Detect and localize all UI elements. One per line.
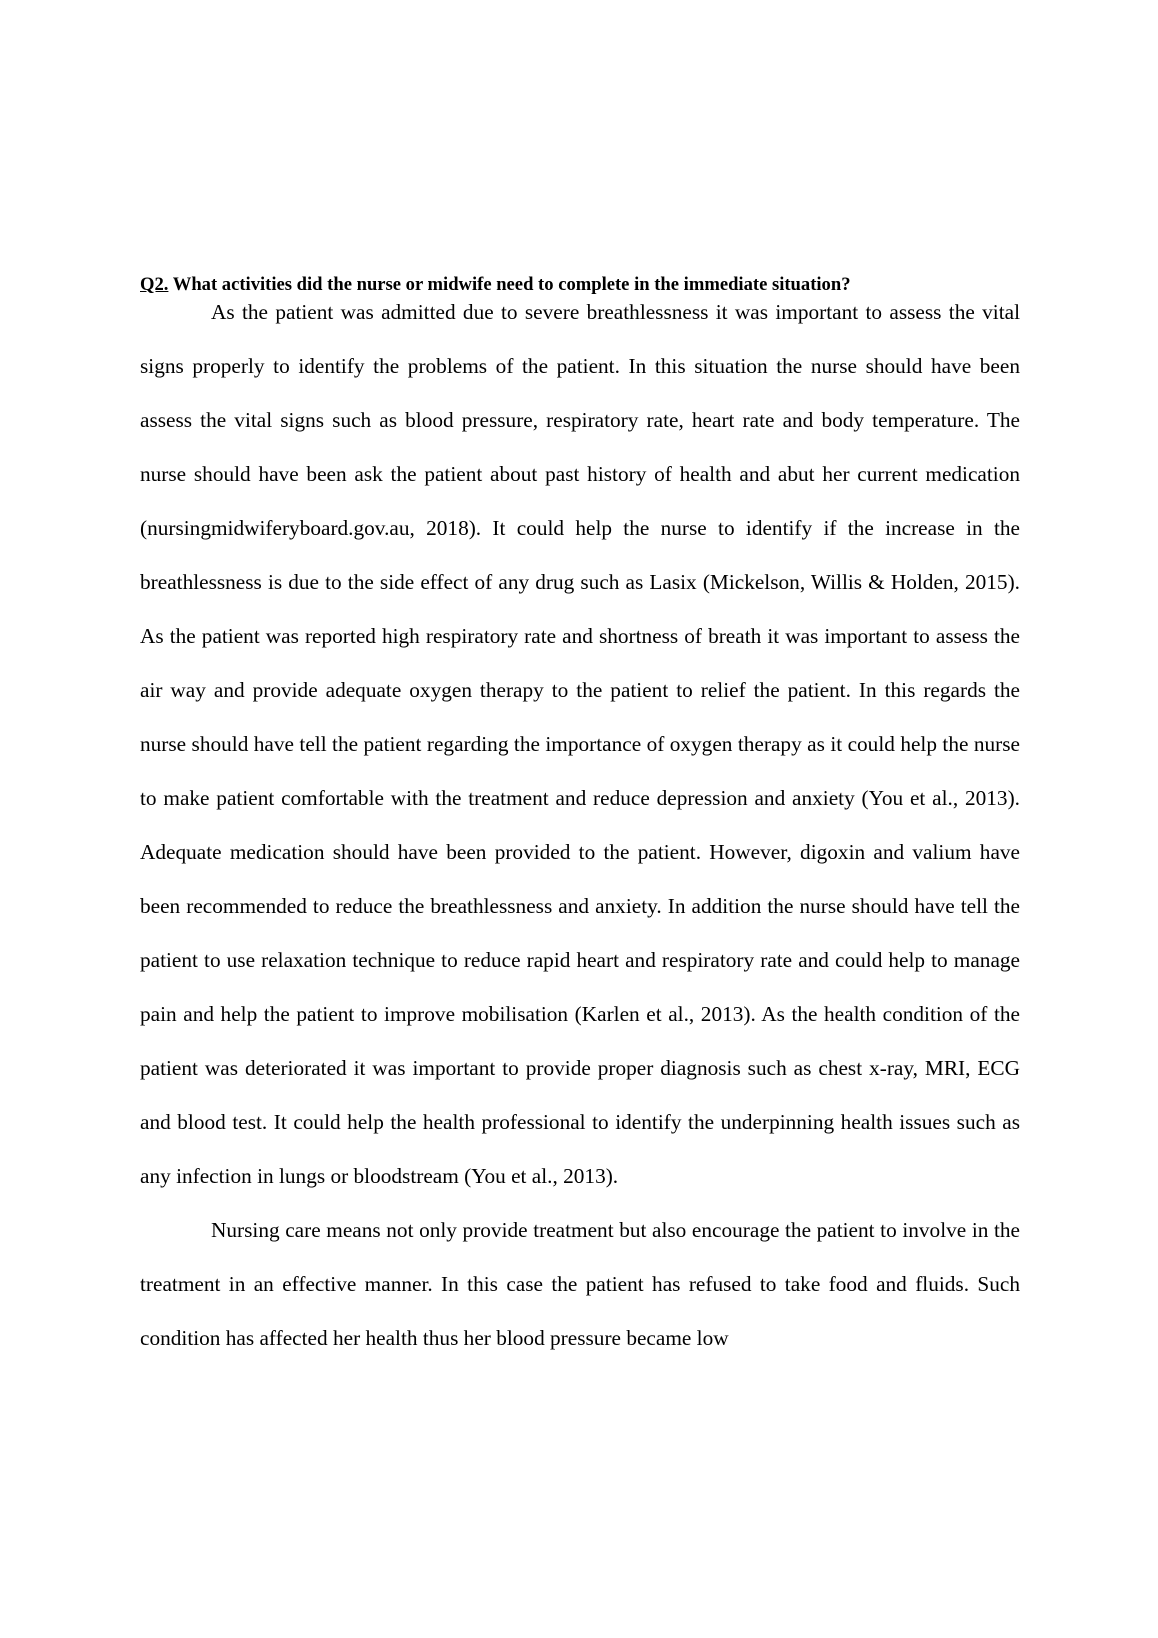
- question-text: What activities did the nurse or midwife need to complete in the immediate situation?: [168, 274, 851, 295]
- question-label: Q2.: [140, 274, 169, 295]
- document-body: [140, 274, 1020, 1365]
- paragraph-1: As the patient was admitted due to severe breathlessness it was important to assess the vital signs properly to identify the problems of the patient. In this situation the nurse should have been assess the vital signs such as blood pressure, respiratory rate, heart rate and body temperature. The nurse should have been ask the patient about past history of health and abut her current medication (nursingmidwiferyboard.gov.au, 2018). It could help the nurse to identify if the increase in the breathlessness is due to the side effect of any drug such as Lasix (Mickelson, Willis & Holden, 2015). As the patient was reported high respiratory rate and shortness of breath it was important to assess the air way and provide adequate oxygen therapy to the patient to relief the patient. In this regards the nurse should have tell the patient regarding the importance of oxygen therapy as it could help the nurse to make patient comfortable with the treatment and reduce depression and anxiety (You et al., 2013). Adequate medication should have been provided to the patient. However, digoxin and valium have been recommended to reduce the breathlessness and anxiety. In addition the nurse should have tell the patient to use relaxation technique to reduce rapid heart and respiratory rate and could help to manage pain and help the patient to improve mobilisation (Karlen et al., 2013). As the health condition of the patient was deteriorated it was important to provide proper diagnosis such as chest x-ray, MRI, ECG and blood test. It could help the health professional to identify the underpinning health issues such as any infection in lungs or bloodstream (You et al., 2013).: [140, 300, 1020, 1188]
- paragraph-2: Nursing care means not only provide treatment but also encourage the patient to involve in the treatment in an effective manner. In this case the patient has refused to take food and fluids. Such condition has affected her health thus her blood pressure became low: [140, 1218, 1020, 1350]
